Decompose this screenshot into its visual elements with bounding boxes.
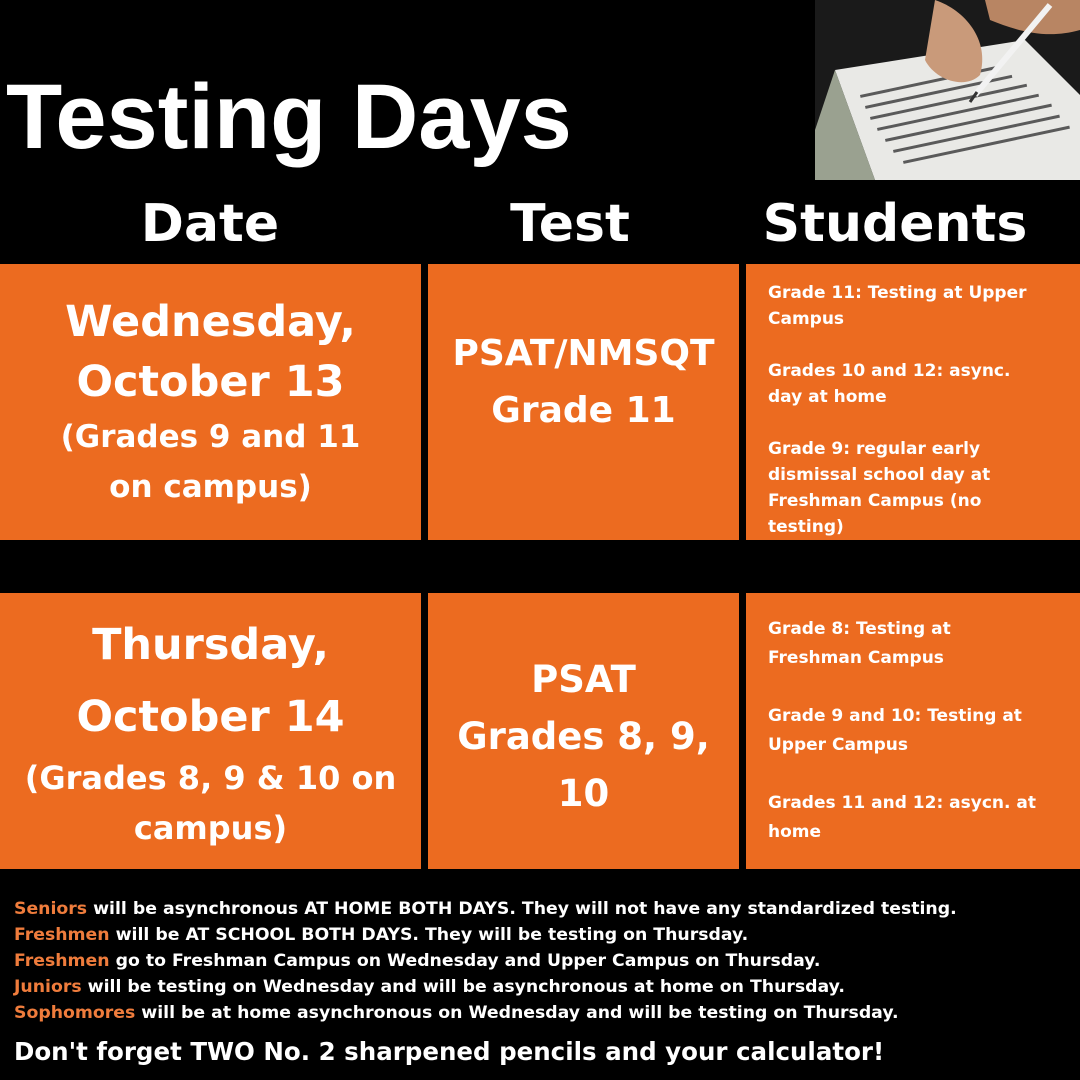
- row-2-students-item: Grades 11 and 12: asycn. at home: [768, 793, 1036, 842]
- note-text: will be testing on Wednesday and will be asynchronous at home on Thursday.: [81, 977, 845, 997]
- header-date: Date: [140, 194, 280, 254]
- note-text: will be at home asynchronous on Wednesday and will be testing on Thursday.: [135, 1003, 899, 1023]
- note-juniors: [14, 974, 1074, 1000]
- row-1-students-item: Grade 9: regular early dismissal school day at Freshman Campus (no testing): [768, 439, 991, 537]
- answer-sheet-pencil-icon: [815, 0, 1080, 180]
- note-group: Freshmen: [14, 951, 110, 971]
- row-2-students-item: Grade 8: Testing at Freshman Campus: [768, 619, 951, 668]
- note-text: go to Freshman Campus on Wednesday and Upper Campus on Thursday.: [109, 951, 821, 971]
- row-2-test: PSAT Grades 8, 9, 10: [457, 657, 710, 815]
- notes-list: [14, 896, 1074, 1026]
- row-1-date-cell: [0, 264, 421, 540]
- header-students: Students: [762, 194, 1028, 254]
- row-1-test-cell: [428, 264, 739, 540]
- row-2-students-cell: [746, 593, 1080, 869]
- note-group: Seniors: [14, 899, 88, 919]
- answer-sheet-photo: [815, 0, 1080, 180]
- note-text: will be AT SCHOOL BOTH DAYS. They will be testing on Thursday.: [109, 925, 749, 945]
- note-group: Sophomores: [14, 1003, 136, 1023]
- row-1-date: Wednesday, October 13: [65, 297, 356, 407]
- row-2-test-cell: [428, 593, 739, 869]
- note-group: Juniors: [14, 977, 82, 997]
- note-seniors: [14, 896, 1074, 922]
- row-1-students-cell: [746, 264, 1080, 540]
- note-text: will be asynchronous AT HOME BOTH DAYS. They will not have any standardized testing.: [87, 899, 957, 919]
- row-1-students-item: Grades 10 and 12: async. day at home: [768, 361, 1011, 407]
- reminder-text: Don't forget TWO No. 2 sharpened pencils and your calculator!: [14, 1037, 885, 1066]
- row-2-date-note: (Grades 8, 9 & 10 on campus): [24, 759, 397, 847]
- row-2-date: Thursday, October 14: [76, 620, 345, 742]
- note-group: Freshmen: [14, 925, 110, 945]
- row-1-students-item: Grade 11: Testing at Upper Campus: [768, 283, 1027, 329]
- note-sophomores: [14, 1000, 1074, 1026]
- page-title: Testing Days: [6, 66, 572, 168]
- row-2-date-cell: [0, 593, 421, 869]
- note-freshmen-campus: [14, 948, 1074, 974]
- row-1-date-note: (Grades 9 and 11 on campus): [60, 419, 361, 505]
- header-test: Test: [510, 194, 630, 254]
- row-2-students-item: Grade 9 and 10: Testing at Upper Campus: [768, 706, 1022, 755]
- note-freshmen-attendance: [14, 922, 1074, 948]
- row-1-test: PSAT/NMSQT Grade 11: [452, 333, 715, 431]
